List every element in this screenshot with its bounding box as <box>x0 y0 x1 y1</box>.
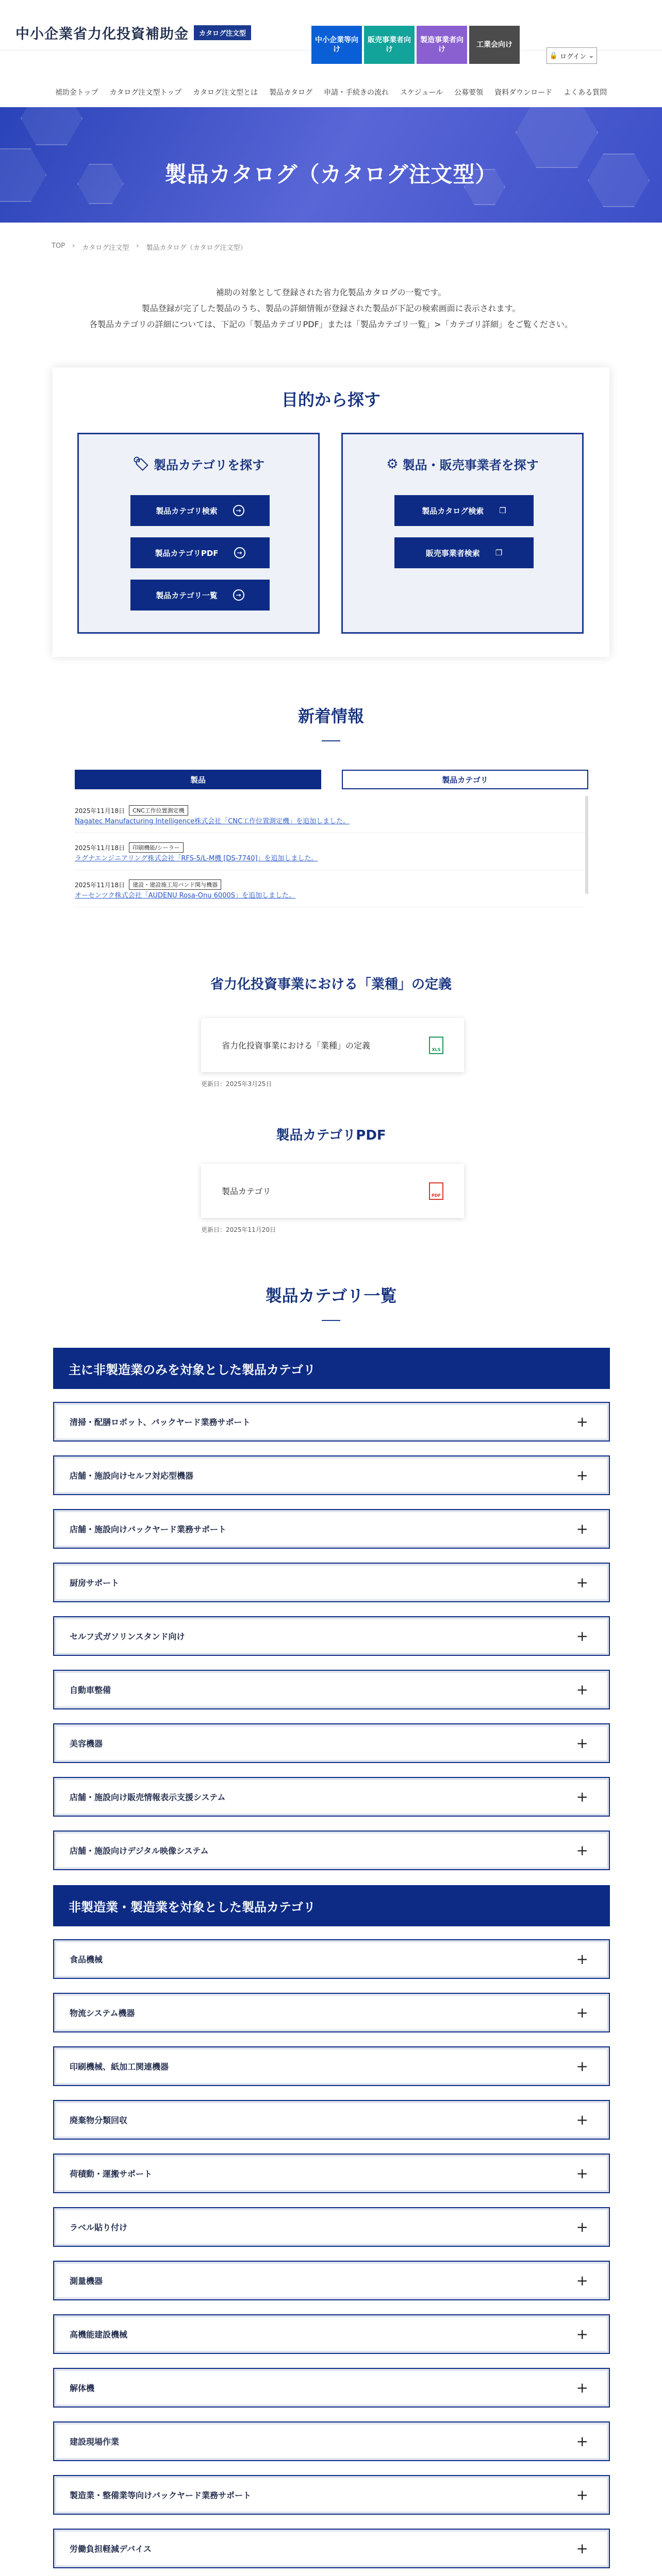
category-label: 荷積動・運搬サポート <box>70 2169 153 2179</box>
category-label: 店舗・施設向け販売情報表示支援システム <box>70 1792 226 1802</box>
category-accordion-item[interactable] <box>53 1939 610 1979</box>
intro-line: 各製品カテゴリの詳細については、下記の「製品カテゴリPDF」または「製品カテゴリ一覧」>「カテゴリ詳細」をご覧ください。 <box>89 319 573 329</box>
category-accordion-item[interactable] <box>53 2421 610 2461</box>
tag-icon: 🏷 <box>132 456 150 472</box>
divider <box>322 1320 340 1321</box>
news-list[interactable] <box>75 796 588 900</box>
category-label: 店舗・施設向けバックヤード業務サポート <box>70 1524 227 1534</box>
category-label: 美容機器 <box>70 1739 103 1749</box>
audience-sme-button[interactable]: 中小企業等向け <box>311 26 362 64</box>
news-title: 新着情報 <box>297 706 364 726</box>
page-title: 製品カタログ（カタログ注文型） <box>164 162 498 187</box>
hero-banner <box>0 107 662 223</box>
plus-icon: + <box>576 1735 588 1752</box>
plus-icon: + <box>576 2272 588 2289</box>
intro-text <box>0 284 662 332</box>
nav-item-flow[interactable]: 申請・手続きの流れ <box>324 89 389 97</box>
updated-date: 更新日：2025年11月20日 <box>201 1226 276 1233</box>
button-label: 製品カテゴリ一覧 <box>156 590 218 600</box>
plus-icon: + <box>576 2165 588 2182</box>
breadcrumb <box>52 242 246 252</box>
search-card <box>53 367 609 657</box>
plus-icon: + <box>576 1951 588 1968</box>
category-list-heading <box>0 1283 662 1321</box>
category-group-header: 非製造業・製造業を対象とした製品カテゴリ <box>53 1885 610 1926</box>
nav-item-schedule[interactable]: スケジュール <box>400 89 443 97</box>
category-label: 製造業・整備業等向けバックヤード業務サポート <box>70 2490 252 2500</box>
news-tag: CNC工作位置測定機 <box>129 805 188 816</box>
arrow-right-icon: → <box>233 589 244 601</box>
category-label: 店舗・施設向けデジタル映像システム <box>70 1846 209 1856</box>
news-heading <box>0 703 662 741</box>
nav-item-catalog[interactable]: 製品カタログ <box>269 89 312 97</box>
plus-icon: + <box>576 2004 588 2021</box>
category-accordion-item[interactable] <box>53 1402 610 1442</box>
news-item <box>75 870 585 907</box>
intro-line: 製品登録が完了した製品のうち、製品の詳細情報が登録された製品が下記の検索画面に表示されます。 <box>141 303 521 313</box>
external-window-icon: ❐ <box>495 548 503 557</box>
news-item <box>75 833 585 870</box>
category-label: 建設現場作業 <box>70 2437 120 2447</box>
category-accordion-item[interactable] <box>53 2046 610 2086</box>
news-item <box>75 796 585 833</box>
arrow-right-icon: → <box>234 547 245 558</box>
news-tag: 建設・建設施工用バンド関与機器 <box>129 879 221 890</box>
category-accordion-item[interactable] <box>53 2529 610 2568</box>
category-accordion-item[interactable] <box>53 2154 610 2193</box>
news-date: 2025年11月18日 <box>75 881 125 889</box>
site-title: 中小企業省力化投資補助金 <box>15 26 189 42</box>
vendor-box-title: 製品・販売事業者を探す <box>402 458 539 472</box>
category-pdf-link[interactable] <box>201 1164 464 1218</box>
login-label: ログイン <box>559 53 587 61</box>
nav-item-downloads[interactable]: 資料ダウンロード <box>494 89 553 97</box>
news-tag: 印刷機能/シーラー <box>129 842 184 853</box>
audience-seller-button[interactable]: 販売事業者向け <box>364 26 415 64</box>
plus-icon: + <box>576 2540 588 2557</box>
news-date: 2025年11月18日 <box>75 844 125 852</box>
category-accordion-item[interactable] <box>53 1670 610 1709</box>
category-label: 印刷機械、紙加工関連機器 <box>70 2062 169 2072</box>
plus-icon: + <box>576 2433 588 2450</box>
plus-icon: + <box>576 1467 588 1484</box>
nav-item-faq[interactable]: よくある質問 <box>564 89 607 97</box>
category-label: 厨房サポート <box>70 1578 120 1588</box>
category-label: 廃棄物分類回収 <box>70 2115 128 2125</box>
category-accordion-item[interactable] <box>53 1777 610 1817</box>
category-label: 解体機 <box>70 2383 95 2393</box>
login-button[interactable] <box>547 47 597 64</box>
button-label: 販売事業者検索 <box>425 548 480 558</box>
category-label: 自動車整備 <box>70 1685 111 1695</box>
intro-line: 補助の対象として登録された省力化製品カタログの一覧です。 <box>216 287 446 297</box>
divider <box>322 740 340 741</box>
plus-icon: + <box>576 1681 588 1698</box>
category-accordion-item[interactable] <box>53 2261 610 2300</box>
category-label: 店舗・施設向けセルフ対応型機器 <box>70 1471 194 1481</box>
plus-icon: + <box>576 1413 588 1430</box>
category-accordion-item[interactable] <box>53 1993 610 2032</box>
search-title: 目的から探す <box>281 390 380 410</box>
category-list-title: 製品カテゴリ一覧 <box>265 1286 397 1306</box>
category-accordion-item[interactable] <box>53 1563 610 1602</box>
category-accordion-item[interactable] <box>53 1723 610 1763</box>
news-date: 2025年11月18日 <box>75 807 125 815</box>
category-accordion-item[interactable] <box>53 1831 610 1870</box>
nav-item-about[interactable]: カタログ注文型とは <box>193 89 258 97</box>
category-box-title: 製品カテゴリを探す <box>153 458 265 472</box>
robot-icon: ⚙ <box>386 456 399 472</box>
button-label: 製品カテゴリ検索 <box>156 506 218 516</box>
category-label: 清掃・配膳ロボット、バックヤード業務サポート <box>70 1417 251 1427</box>
pdf-file-icon: PDF <box>429 1182 443 1200</box>
category-list-button[interactable] <box>130 580 270 611</box>
audience-association-button[interactable]: 工業会向け <box>469 26 520 64</box>
external-window-icon: ❐ <box>499 506 506 515</box>
excel-file-icon: XLS <box>429 1037 443 1054</box>
category-accordion-item[interactable] <box>53 1616 610 1656</box>
category-accordion-item[interactable] <box>53 2475 610 2515</box>
category-label: 物流システム機器 <box>70 2008 135 2018</box>
breadcrumb-catalog-order[interactable]: カタログ注文型 <box>82 244 129 252</box>
site-badge: カタログ注文型 <box>194 25 251 40</box>
button-label: 製品カテゴリPDF <box>155 548 219 558</box>
category-group-header: 主に非製造業のみを対象とした製品カテゴリ <box>53 1348 610 1389</box>
plus-icon: + <box>576 2111 588 2128</box>
news-link[interactable]: ラグナエンジニアリング株式会社「RFS-5/L-M機 [DS-7740]」を追加しました。 <box>75 855 318 862</box>
lock-icon: 🔒 <box>549 52 558 60</box>
category-accordion-item[interactable] <box>53 1455 610 1495</box>
category-pdf-button[interactable] <box>130 537 270 568</box>
category-accordion-item[interactable] <box>53 2100 610 2140</box>
chevron-down-icon: ⌄ <box>588 52 594 60</box>
tab-products[interactable]: 製品 <box>75 770 321 789</box>
category-search-button[interactable] <box>130 495 270 526</box>
tab-categories[interactable]: 製品カテゴリ <box>342 770 588 789</box>
logo[interactable] <box>15 23 251 43</box>
category-label: 高機能建設機械 <box>70 2330 128 2340</box>
doc-label: 製品カテゴリ <box>222 1187 271 1196</box>
breadcrumb-current: 製品カタログ（カタログ注文型） <box>146 244 247 252</box>
plus-icon: + <box>576 1842 588 1859</box>
updated-date: 更新日：2025年3月25日 <box>201 1080 272 1088</box>
news-tabs <box>75 770 588 789</box>
plus-icon: + <box>576 1628 588 1645</box>
news-link[interactable]: オーセンツク株式会社「AUDENU Rosa-Onu 6000S」を追加しました。 <box>75 892 295 900</box>
plus-icon: + <box>576 2058 588 2075</box>
button-label: 製品カタログ検索 <box>422 506 484 516</box>
seller-search-button[interactable] <box>394 537 534 568</box>
category-label: 食品機械 <box>70 1955 103 1964</box>
plus-icon: + <box>576 2486 588 2503</box>
category-label: セルフ式ガソリンスタンド向け <box>70 1632 185 1641</box>
nav-item-guidelines[interactable]: 公募要領 <box>454 89 484 97</box>
plus-icon: + <box>576 2218 588 2235</box>
plus-icon: + <box>576 1788 588 1805</box>
plus-icon: + <box>576 2326 588 2343</box>
nav-item-top[interactable]: 補助金トップ <box>55 89 98 97</box>
plus-icon: + <box>576 1574 588 1591</box>
vendor-search-box <box>341 433 584 634</box>
breadcrumb-top[interactable]: TOP <box>52 242 65 250</box>
category-accordion-item[interactable] <box>53 1509 610 1549</box>
category-label: ラベル貼り付け <box>70 2223 128 2232</box>
chevron-right-icon: › <box>72 242 75 250</box>
news-link[interactable]: Nagatec Manufacturing Intelligence株式会社「CNC工作位置測定機」を追加しました。 <box>75 818 350 825</box>
nav-item-catalog-top[interactable]: カタログ注文型トップ <box>109 89 181 97</box>
plus-icon: + <box>576 1520 588 1537</box>
arrow-right-icon: → <box>233 505 244 516</box>
definition-heading: 省力化投資事業における「業種」の定義 <box>210 977 452 992</box>
category-search-box <box>77 433 320 634</box>
definition-doc-link[interactable] <box>201 1018 464 1072</box>
category-label: 労働負担軽減デバイス <box>70 2544 152 2554</box>
category-label: 測量機器 <box>70 2276 103 2286</box>
category-accordion-item[interactable] <box>53 2207 610 2247</box>
plus-icon: + <box>576 2379 588 2396</box>
category-accordion-item[interactable] <box>53 2314 610 2354</box>
category-pdf-heading: 製品カテゴリPDF <box>276 1128 386 1143</box>
catalog-search-button[interactable] <box>394 495 534 526</box>
doc-label: 省力化投資事業における「業種」の定義 <box>222 1041 371 1050</box>
audience-manufacturer-button[interactable]: 製造事業者向け <box>417 26 467 64</box>
chevron-right-icon: › <box>136 242 139 250</box>
category-accordion-item[interactable] <box>53 2368 610 2408</box>
